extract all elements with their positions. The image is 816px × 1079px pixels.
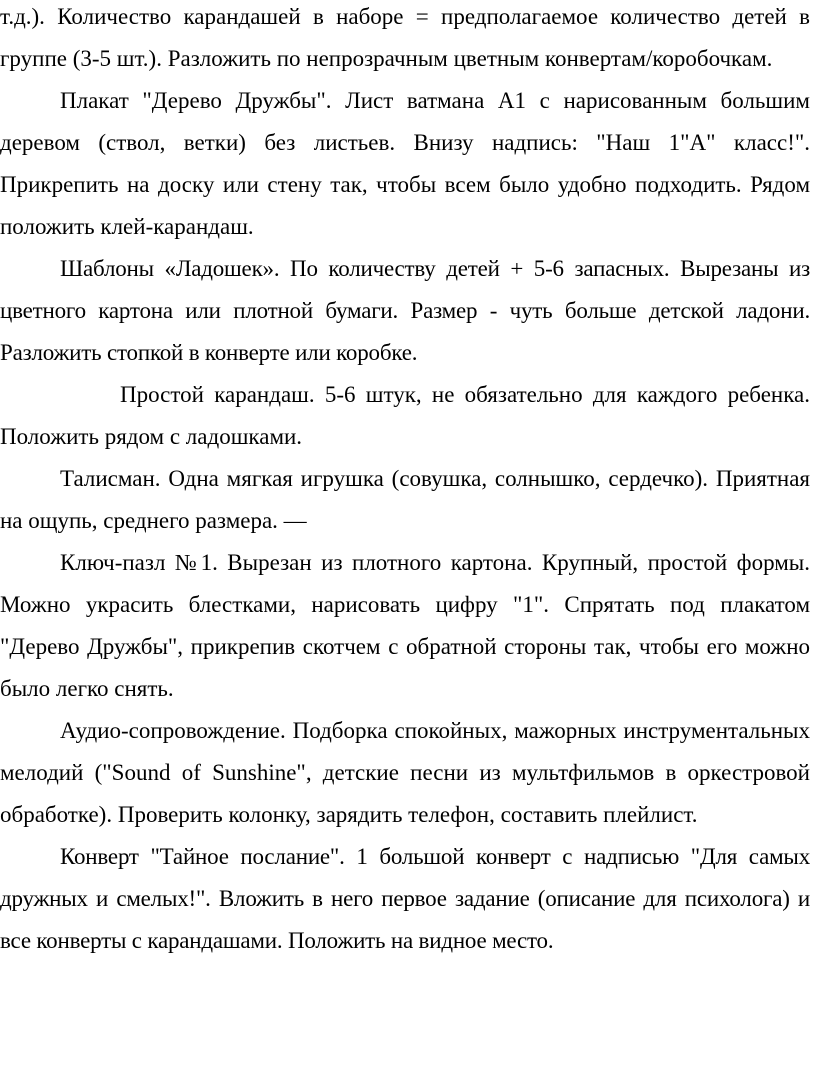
paragraph-friendship-tree-poster: Плакат "Дерево Дружбы". Лист ватмана А1 с нарисованным большим деревом (ствол, ветки) без листьев. Внизу надпись: "Наш 1"А" класс!". Прикрепить на доску или стену так, чтобы всем было удобно подходить. Рядом положить клей-карандаш. — [0, 88, 810, 239]
paragraph-talisman: Талисман. Одна мягкая игрушка (совушка, солнышко, сердечко). Приятная на ощупь, среднего размера. — — [0, 466, 810, 533]
paragraph-key-puzzle: Ключ-пазл №1. Вырезан из плотного картона. Крупный, простой формы. Можно украсить блестками, нарисовать цифру "1". Спрятать под плакатом "Дерево Дружбы", прикрепив скотчем с обратной стороны так, чтобы его можно было легко снять. — [0, 550, 810, 701]
paragraph-simple-pencil: Простой карандаш. 5-6 штук, не обязательно для каждого ребенка. Положить рядом с ладошками. — [0, 382, 810, 449]
paragraph-pencils-set: т.д.). Количество карандашей в наборе = предполагаемое количество детей в группе (3-5 шт.). Разложить по непрозрачным цветным конвертам/коробочкам. — [0, 4, 810, 71]
paragraph-audio: Аудио-сопровождение. Подборка спокойных, мажорных инструментальных мелодий ("Sound of Sunshine", детские песни из мультфильмов в оркестровой обработке). Проверить колонку, зарядить телефон, составить плейлист. — [0, 718, 810, 827]
paragraph-palm-templates: Шаблоны «Ладошек». По количеству детей + 5-6 запасных. Вырезаны из цветного картона или плотной бумаги. Размер - чуть больше детской ладони. Разложить стопкой в конверте или коробке. — [0, 256, 810, 365]
paragraph-secret-envelope: Конверт "Тайное послание". 1 большой конверт с надписью "Для самых дружных и смелых!". Вложить в него первое задание (описание для психолога) и все конверты с карандашами. Положить на видное место. — [0, 844, 810, 953]
